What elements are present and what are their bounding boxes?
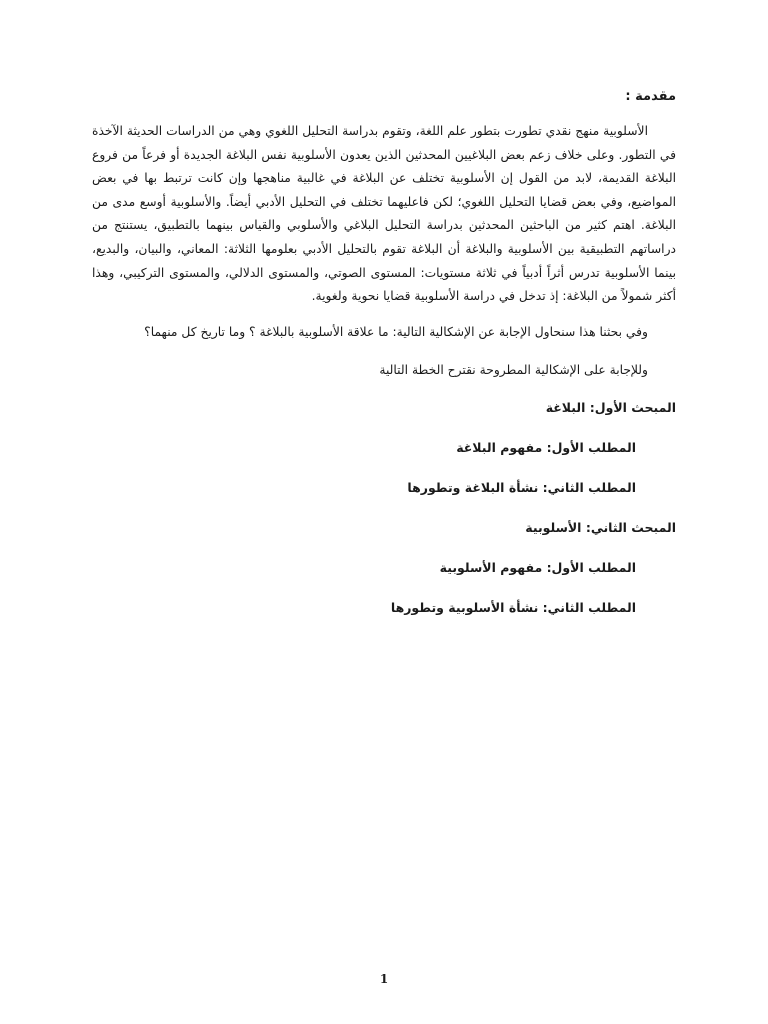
- section-2-title: المبحث الثاني: الأسلوبية: [525, 519, 676, 535]
- section-2-subsection-1: المطلب الأول: مفهوم الأسلوبية: [439, 559, 636, 575]
- section-1-subsection-1: المطلب الأول: مفهوم البلاغة: [456, 439, 636, 455]
- section-1-subsection-2: المطلب الثاني: نشأة البلاغة وتطورها: [407, 479, 636, 495]
- page-number: 1: [379, 972, 389, 986]
- intro-heading: مقدمة :: [625, 89, 676, 104]
- plan-intro-paragraph: وللإجابة على الإشكالية المطروحة نقترح الخطة التالية: [379, 362, 648, 377]
- document-body: [92, 86, 676, 618]
- section-2-subsection-2: المطلب الثاني: نشأة الأسلوبية وتطورها: [390, 599, 636, 615]
- section-1-title: المبحث الأول: البلاغة: [545, 399, 676, 415]
- research-question-paragraph: وفي بحثنا هذا سنحاول الإجابة عن الإشكالية التالية: ما علاقة الأسلوبية بالبلاغة ؟ وما تاريخ كل منهما؟: [144, 324, 648, 339]
- intro-paragraph: الأسلوبية منهج نقدي تطورت بتطور علم اللغة، وتقوم بدراسة التحليل اللغوي وهي من الدراسات الحديثة الآخذة في التطور. وعلى خلاف زعم بعض البلاغيين المحدثين الذين يعدون الأسلوبية نفس البلاغة الجديدة أو فرعاً من فروع البلاغة القديمة، لابد من القول إن الأسلوبية تختلف عن البلاغة في غالبية مناهجها وإن كانت ترتبط بها في بعض المواضيع، وفي بعض قضايا التحليل اللغوي؛ لكن فاعليهما تختلف في التحليل الأدبي أيضاً. والأسلوبية أوسع مدى من البلاغة. اهتم كثير من الباحثين المحدثين بدراسة التحليل البلاغي والأسلوبي والقياس بينهما بالتطبيق، يستنتج من دراساتهم التطبيقية بين الأسلوبية والبلاغة أن البلاغة تقوم بالتحليل الأدبي بعلومها الثلاثة: المعاني، والبيان، والبديع، بينما الأسلوبية تدرس أثراً أدبياً في ثلاثة مستويات: المستوى الصوتي، والمستوى الدلالي، والمستوى التركيبي، وهذا أكثر شمولاً من البلاغة: إذ تدخل في دراسة الأسلوبية قضايا نحوية ولغوية.: [92, 124, 676, 304]
